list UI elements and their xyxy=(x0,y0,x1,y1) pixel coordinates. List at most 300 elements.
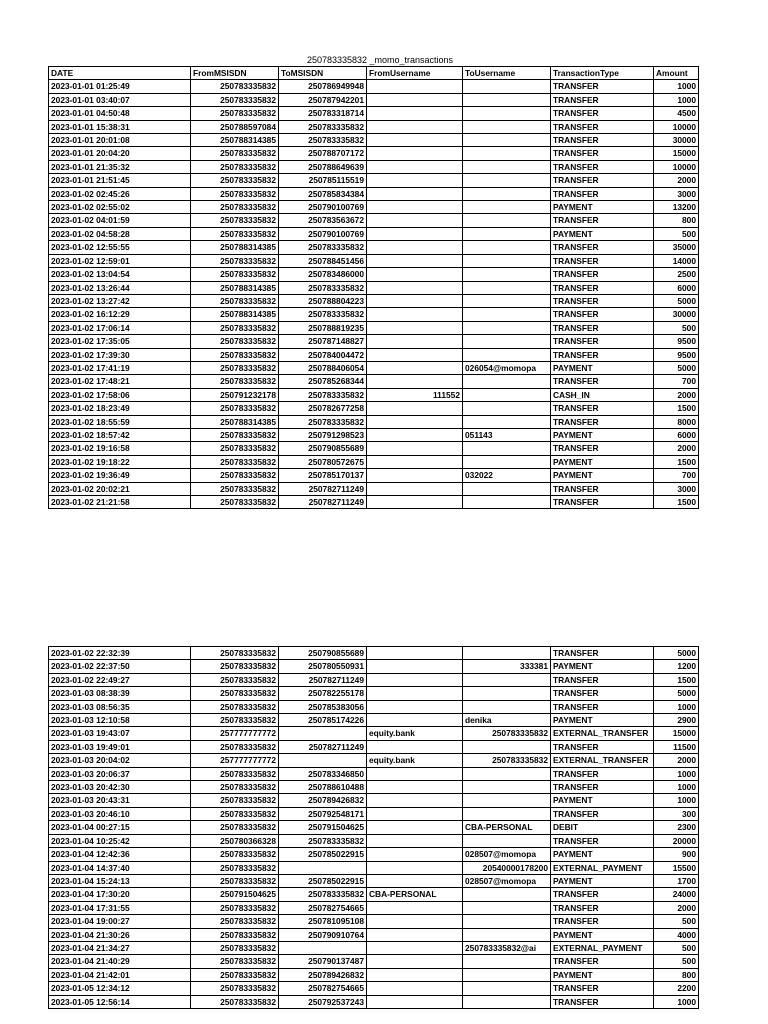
from-username-cell xyxy=(367,281,463,294)
amount-cell: 5000 xyxy=(654,687,699,700)
to-username-cell xyxy=(463,781,551,794)
table-row xyxy=(49,767,699,780)
transaction-type-cell: TRANSFER xyxy=(551,241,654,254)
from-username-cell xyxy=(367,415,463,428)
date-cell: 2023-01-04 00:27:15 xyxy=(49,821,191,834)
to-msisdn-cell: 250788610488 xyxy=(279,781,367,794)
table-row xyxy=(49,281,699,294)
table-row xyxy=(49,361,699,374)
from-msisdn-cell: 250783335832 xyxy=(191,469,279,482)
transaction-type-cell: TRANSFER xyxy=(551,160,654,173)
from-username-cell xyxy=(367,740,463,753)
amount-cell: 1500 xyxy=(654,455,699,468)
to-msisdn-cell: 250782711249 xyxy=(279,673,367,686)
date-cell: 2023-01-02 12:59:01 xyxy=(49,254,191,267)
date-cell: 2023-01-04 21:30:26 xyxy=(49,928,191,941)
from-username-cell xyxy=(367,254,463,267)
from-msisdn-cell: 250783335832 xyxy=(191,915,279,928)
to-msisdn-cell: 250780550931 xyxy=(279,660,367,673)
from-msisdn-cell: 250783335832 xyxy=(191,781,279,794)
from-msisdn-cell: 250783335832 xyxy=(191,375,279,388)
amount-cell: 500 xyxy=(654,941,699,954)
table-row xyxy=(49,93,699,106)
amount-cell: 3000 xyxy=(654,187,699,200)
amount-cell: 8000 xyxy=(654,415,699,428)
to-username-cell xyxy=(463,496,551,509)
date-cell: 2023-01-01 21:35:32 xyxy=(49,160,191,173)
from-username-cell xyxy=(367,361,463,374)
amount-cell: 30000 xyxy=(654,134,699,147)
to-username-cell xyxy=(463,834,551,847)
from-username-cell xyxy=(367,915,463,928)
table-row xyxy=(49,201,699,214)
table-row xyxy=(49,375,699,388)
date-cell: 2023-01-04 19:00:27 xyxy=(49,915,191,928)
amount-cell: 15500 xyxy=(654,861,699,874)
from-msisdn-cell: 250783335832 xyxy=(191,402,279,415)
from-msisdn-cell: 250783335832 xyxy=(191,660,279,673)
amount-cell: 700 xyxy=(654,375,699,388)
from-username-cell xyxy=(367,660,463,673)
to-msisdn-cell: 250783335832 xyxy=(279,308,367,321)
from-msisdn-cell: 250788314385 xyxy=(191,134,279,147)
transaction-type-cell: TRANSFER xyxy=(551,901,654,914)
amount-cell: 1000 xyxy=(654,93,699,106)
table-row xyxy=(49,673,699,686)
transaction-type-cell: TRANSFER xyxy=(551,700,654,713)
from-username-cell xyxy=(367,834,463,847)
to-username-cell: 333381 xyxy=(463,660,551,673)
table-row xyxy=(49,982,699,995)
from-msisdn-cell: 250783335832 xyxy=(191,647,279,660)
amount-cell: 5000 xyxy=(654,294,699,307)
from-username-cell xyxy=(367,995,463,1008)
from-msisdn-cell: 250780366328 xyxy=(191,834,279,847)
to-username-cell xyxy=(463,268,551,281)
date-cell: 2023-01-02 13:04:54 xyxy=(49,268,191,281)
from-msisdn-cell: 250783335832 xyxy=(191,93,279,106)
amount-cell: 9500 xyxy=(654,335,699,348)
from-msisdn-cell: 250783335832 xyxy=(191,955,279,968)
to-username-cell: 032022 xyxy=(463,469,551,482)
amount-cell: 20000 xyxy=(654,834,699,847)
from-username-cell xyxy=(367,134,463,147)
from-msisdn-cell: 250783335832 xyxy=(191,861,279,874)
transaction-type-cell: TRANSFER xyxy=(551,647,654,660)
to-username-cell xyxy=(463,241,551,254)
date-cell: 2023-01-02 04:01:59 xyxy=(49,214,191,227)
from-msisdn-cell: 250783335832 xyxy=(191,147,279,160)
date-cell: 2023-01-01 20:01:08 xyxy=(49,134,191,147)
to-username-cell xyxy=(463,415,551,428)
table-row xyxy=(49,928,699,941)
from-msisdn-cell: 250783335832 xyxy=(191,928,279,941)
from-username-cell xyxy=(367,160,463,173)
from-msisdn-cell: 250788597084 xyxy=(191,120,279,133)
from-username-cell: 111552 xyxy=(367,388,463,401)
date-cell: 2023-01-02 17:35:05 xyxy=(49,335,191,348)
from-username-cell xyxy=(367,107,463,120)
transaction-type-cell: PAYMENT xyxy=(551,227,654,240)
to-msisdn-cell: 250787942201 xyxy=(279,93,367,106)
amount-cell: 24000 xyxy=(654,888,699,901)
to-msisdn-cell: 250783335832 xyxy=(279,834,367,847)
date-cell: 2023-01-01 21:51:45 xyxy=(49,174,191,187)
amount-cell: 2900 xyxy=(654,714,699,727)
from-username-cell xyxy=(367,928,463,941)
date-cell: 2023-01-02 17:48:21 xyxy=(49,375,191,388)
amount-cell: 2000 xyxy=(654,442,699,455)
amount-cell: 6000 xyxy=(654,281,699,294)
amount-cell: 13200 xyxy=(654,201,699,214)
from-msisdn-cell: 250783335832 xyxy=(191,496,279,509)
to-msisdn-cell: 250785022915 xyxy=(279,848,367,861)
to-username-cell xyxy=(463,968,551,981)
from-username-cell xyxy=(367,781,463,794)
to-msisdn-cell: 250783563672 xyxy=(279,214,367,227)
from-msisdn-cell: 250783335832 xyxy=(191,714,279,727)
table-row xyxy=(49,321,699,334)
date-cell: 2023-01-03 08:56:35 xyxy=(49,700,191,713)
table-row xyxy=(49,134,699,147)
table-row xyxy=(49,807,699,820)
to-msisdn-cell: 250782754665 xyxy=(279,901,367,914)
table-row xyxy=(49,214,699,227)
table-row xyxy=(49,781,699,794)
amount-cell: 2200 xyxy=(654,982,699,995)
to-username-cell: 028507@momopa xyxy=(463,848,551,861)
to-username-cell: 250783335832 xyxy=(463,727,551,740)
to-msisdn-cell: 250790100769 xyxy=(279,227,367,240)
to-username-cell xyxy=(463,442,551,455)
date-cell: 2023-01-01 04:50:48 xyxy=(49,107,191,120)
date-cell: 2023-01-04 17:30:20 xyxy=(49,888,191,901)
from-username-cell xyxy=(367,968,463,981)
to-msisdn-cell: 250785022915 xyxy=(279,874,367,887)
from-username-cell xyxy=(367,901,463,914)
to-msisdn-cell: 250783335832 xyxy=(279,134,367,147)
amount-cell: 10000 xyxy=(654,120,699,133)
date-cell: 2023-01-05 12:34:12 xyxy=(49,982,191,995)
table-row xyxy=(49,241,699,254)
from-msisdn-cell: 250783335832 xyxy=(191,482,279,495)
date-cell: 2023-01-02 19:36:49 xyxy=(49,469,191,482)
from-msisdn-cell: 250783335832 xyxy=(191,348,279,361)
transactions-table-bottom xyxy=(48,646,699,1009)
sheet-title: 250783335832 _momo_transactions xyxy=(306,55,454,65)
transaction-type-cell: TRANSFER xyxy=(551,807,654,820)
table-row xyxy=(49,120,699,133)
from-msisdn-cell: 250788314385 xyxy=(191,308,279,321)
from-username-cell xyxy=(367,187,463,200)
transaction-type-cell: TRANSFER xyxy=(551,187,654,200)
from-msisdn-cell: 250783335832 xyxy=(191,335,279,348)
amount-cell: 1000 xyxy=(654,995,699,1008)
from-msisdn-cell: 250783335832 xyxy=(191,767,279,780)
to-msisdn-cell: 250783335832 xyxy=(279,388,367,401)
to-msisdn-cell: 250783318714 xyxy=(279,107,367,120)
to-username-cell xyxy=(463,767,551,780)
date-cell: 2023-01-04 15:24:13 xyxy=(49,874,191,887)
amount-cell: 2000 xyxy=(654,388,699,401)
to-msisdn-cell: 250787148827 xyxy=(279,335,367,348)
to-msisdn-cell: 250791504625 xyxy=(279,821,367,834)
date-cell: 2023-01-05 12:56:14 xyxy=(49,995,191,1008)
date-cell: 2023-01-03 20:04:02 xyxy=(49,754,191,767)
to-username-cell xyxy=(463,982,551,995)
to-username-cell xyxy=(463,201,551,214)
from-msisdn-cell: 250783335832 xyxy=(191,455,279,468)
date-cell: 2023-01-02 22:32:39 xyxy=(49,647,191,660)
amount-cell: 300 xyxy=(654,807,699,820)
from-msisdn-cell: 250783335832 xyxy=(191,361,279,374)
to-username-cell xyxy=(463,214,551,227)
amount-cell: 4500 xyxy=(654,107,699,120)
date-cell: 2023-01-02 16:12:29 xyxy=(49,308,191,321)
to-msisdn-cell: 250783335832 xyxy=(279,888,367,901)
to-username-cell xyxy=(463,294,551,307)
to-username-cell xyxy=(463,187,551,200)
transaction-type-cell: TRANSFER xyxy=(551,673,654,686)
transaction-type-cell: TRANSFER xyxy=(551,955,654,968)
date-cell: 2023-01-02 17:58:06 xyxy=(49,388,191,401)
table-row xyxy=(49,254,699,267)
transaction-type-cell: TRANSFER xyxy=(551,995,654,1008)
date-cell: 2023-01-03 19:49:01 xyxy=(49,740,191,753)
column-header: TransactionType xyxy=(551,67,654,80)
amount-cell: 6000 xyxy=(654,428,699,441)
transaction-type-cell: TRANSFER xyxy=(551,93,654,106)
from-username-cell xyxy=(367,214,463,227)
date-cell: 2023-01-02 04:58:28 xyxy=(49,227,191,240)
from-msisdn-cell: 250783335832 xyxy=(191,700,279,713)
transaction-type-cell: TRANSFER xyxy=(551,321,654,334)
amount-cell: 500 xyxy=(654,955,699,968)
table-row xyxy=(49,442,699,455)
table-row xyxy=(49,740,699,753)
from-msisdn-cell: 250783335832 xyxy=(191,995,279,1008)
date-cell: 2023-01-04 17:31:55 xyxy=(49,901,191,914)
to-username-cell xyxy=(463,455,551,468)
from-username-cell xyxy=(367,469,463,482)
to-msisdn-cell: 250785268344 xyxy=(279,375,367,388)
table-row xyxy=(49,647,699,660)
transaction-type-cell: TRANSFER xyxy=(551,335,654,348)
transaction-type-cell: TRANSFER xyxy=(551,375,654,388)
table-row xyxy=(49,660,699,673)
table-row xyxy=(49,955,699,968)
table-row xyxy=(49,415,699,428)
to-username-cell xyxy=(463,647,551,660)
amount-cell: 1000 xyxy=(654,700,699,713)
amount-cell: 1500 xyxy=(654,673,699,686)
to-msisdn-cell: 250782677258 xyxy=(279,402,367,415)
to-username-cell: 20540000178200 xyxy=(463,861,551,874)
to-msisdn-cell: 250790855689 xyxy=(279,442,367,455)
to-username-cell xyxy=(463,687,551,700)
table-row xyxy=(49,402,699,415)
transaction-type-cell: TRANSFER xyxy=(551,915,654,928)
date-cell: 2023-01-02 21:21:58 xyxy=(49,496,191,509)
date-cell: 2023-01-04 14:37:40 xyxy=(49,861,191,874)
table-row xyxy=(49,714,699,727)
amount-cell: 2500 xyxy=(654,268,699,281)
from-username-cell xyxy=(367,794,463,807)
transaction-type-cell: PAYMENT xyxy=(551,455,654,468)
to-msisdn-cell xyxy=(279,727,367,740)
from-msisdn-cell: 250783335832 xyxy=(191,442,279,455)
transaction-type-cell: TRANSFER xyxy=(551,294,654,307)
to-msisdn-cell: 250785834384 xyxy=(279,187,367,200)
table-row xyxy=(49,482,699,495)
table-row xyxy=(49,388,699,401)
from-msisdn-cell: 250783335832 xyxy=(191,107,279,120)
amount-cell: 1500 xyxy=(654,402,699,415)
transaction-type-cell: TRANSFER xyxy=(551,767,654,780)
from-username-cell xyxy=(367,348,463,361)
amount-cell: 15000 xyxy=(654,727,699,740)
to-username-cell xyxy=(463,794,551,807)
from-msisdn-cell: 250788314385 xyxy=(191,241,279,254)
amount-cell: 2000 xyxy=(654,174,699,187)
amount-cell: 1000 xyxy=(654,781,699,794)
to-username-cell xyxy=(463,281,551,294)
date-cell: 2023-01-03 20:06:37 xyxy=(49,767,191,780)
to-username-cell xyxy=(463,321,551,334)
header-row xyxy=(49,67,699,80)
to-msisdn-cell: 250782255178 xyxy=(279,687,367,700)
to-msisdn-cell: 250783486000 xyxy=(279,268,367,281)
table-row xyxy=(49,794,699,807)
transaction-type-cell: TRANSFER xyxy=(551,482,654,495)
from-msisdn-cell: 257777777772 xyxy=(191,727,279,740)
from-username-cell xyxy=(367,227,463,240)
from-msisdn-cell: 250783335832 xyxy=(191,848,279,861)
from-msisdn-cell: 250791232178 xyxy=(191,388,279,401)
from-username-cell xyxy=(367,673,463,686)
table-row xyxy=(49,294,699,307)
transaction-type-cell: TRANSFER xyxy=(551,888,654,901)
table-row xyxy=(49,754,699,767)
to-username-cell: 250783335832@ai xyxy=(463,941,551,954)
to-msisdn-cell: 250783335832 xyxy=(279,120,367,133)
date-cell: 2023-01-02 17:41:19 xyxy=(49,361,191,374)
table-row xyxy=(49,469,699,482)
date-cell: 2023-01-04 12:42:36 xyxy=(49,848,191,861)
to-msisdn-cell: 250791298523 xyxy=(279,428,367,441)
amount-cell: 800 xyxy=(654,968,699,981)
to-msisdn-cell: 250789426832 xyxy=(279,794,367,807)
to-username-cell: 250783335832 xyxy=(463,754,551,767)
to-msisdn-cell: 250780572675 xyxy=(279,455,367,468)
to-username-cell xyxy=(463,807,551,820)
from-msisdn-cell: 250788314385 xyxy=(191,415,279,428)
from-username-cell xyxy=(367,767,463,780)
to-username-cell xyxy=(463,482,551,495)
transaction-type-cell: PAYMENT xyxy=(551,968,654,981)
to-username-cell xyxy=(463,93,551,106)
from-msisdn-cell: 250783335832 xyxy=(191,901,279,914)
amount-cell: 9500 xyxy=(654,348,699,361)
from-username-cell xyxy=(367,201,463,214)
from-msisdn-cell: 250783335832 xyxy=(191,821,279,834)
to-username-cell xyxy=(463,227,551,240)
amount-cell: 500 xyxy=(654,321,699,334)
date-cell: 2023-01-03 20:43:31 xyxy=(49,794,191,807)
table-row xyxy=(49,821,699,834)
transaction-type-cell: TRANSFER xyxy=(551,214,654,227)
amount-cell: 14000 xyxy=(654,254,699,267)
column-header: ToUsername xyxy=(463,67,551,80)
date-cell: 2023-01-04 10:25:42 xyxy=(49,834,191,847)
transaction-type-cell: TRANSFER xyxy=(551,80,654,93)
table-row xyxy=(49,901,699,914)
from-msisdn-cell: 250783335832 xyxy=(191,982,279,995)
table-row xyxy=(49,687,699,700)
from-msisdn-cell: 250783335832 xyxy=(191,187,279,200)
to-msisdn-cell xyxy=(279,861,367,874)
transaction-type-cell: TRANSFER xyxy=(551,496,654,509)
date-cell: 2023-01-02 18:57:42 xyxy=(49,428,191,441)
to-msisdn-cell xyxy=(279,941,367,954)
to-msisdn-cell: 250783346850 xyxy=(279,767,367,780)
amount-cell: 10000 xyxy=(654,160,699,173)
table-row xyxy=(49,428,699,441)
transaction-type-cell: EXTERNAL_TRANSFER xyxy=(551,754,654,767)
amount-cell: 15000 xyxy=(654,147,699,160)
transaction-type-cell: PAYMENT xyxy=(551,714,654,727)
transaction-type-cell: TRANSFER xyxy=(551,442,654,455)
transaction-type-cell: PAYMENT xyxy=(551,361,654,374)
transaction-type-cell: TRANSFER xyxy=(551,740,654,753)
from-username-cell xyxy=(367,428,463,441)
from-msisdn-cell: 250783335832 xyxy=(191,214,279,227)
amount-cell: 2300 xyxy=(654,821,699,834)
from-username-cell xyxy=(367,700,463,713)
from-username-cell xyxy=(367,80,463,93)
date-cell: 2023-01-01 01:25:49 xyxy=(49,80,191,93)
date-cell: 2023-01-02 19:16:58 xyxy=(49,442,191,455)
from-username-cell: CBA-PERSONAL xyxy=(367,888,463,901)
from-username-cell xyxy=(367,335,463,348)
column-header: ToMSISDN xyxy=(279,67,367,80)
table-row xyxy=(49,348,699,361)
table-row xyxy=(49,915,699,928)
to-msisdn-cell: 250790910764 xyxy=(279,928,367,941)
to-username-cell xyxy=(463,160,551,173)
from-username-cell xyxy=(367,714,463,727)
from-username-cell xyxy=(367,268,463,281)
table-row xyxy=(49,941,699,954)
transaction-type-cell: PAYMENT xyxy=(551,660,654,673)
table-row xyxy=(49,700,699,713)
amount-cell: 500 xyxy=(654,915,699,928)
from-msisdn-cell: 250783335832 xyxy=(191,428,279,441)
to-msisdn-cell: 250786949948 xyxy=(279,80,367,93)
table-row xyxy=(49,147,699,160)
transaction-type-cell: PAYMENT xyxy=(551,874,654,887)
to-username-cell xyxy=(463,901,551,914)
transaction-type-cell: EXTERNAL_PAYMENT xyxy=(551,861,654,874)
to-username-cell xyxy=(463,915,551,928)
date-cell: 2023-01-02 22:49:27 xyxy=(49,673,191,686)
amount-cell: 1000 xyxy=(654,767,699,780)
to-msisdn-cell: 250788804223 xyxy=(279,294,367,307)
date-cell: 2023-01-02 13:27:42 xyxy=(49,294,191,307)
from-username-cell: equity.bank xyxy=(367,754,463,767)
to-msisdn-cell xyxy=(279,754,367,767)
from-msisdn-cell: 250783335832 xyxy=(191,807,279,820)
